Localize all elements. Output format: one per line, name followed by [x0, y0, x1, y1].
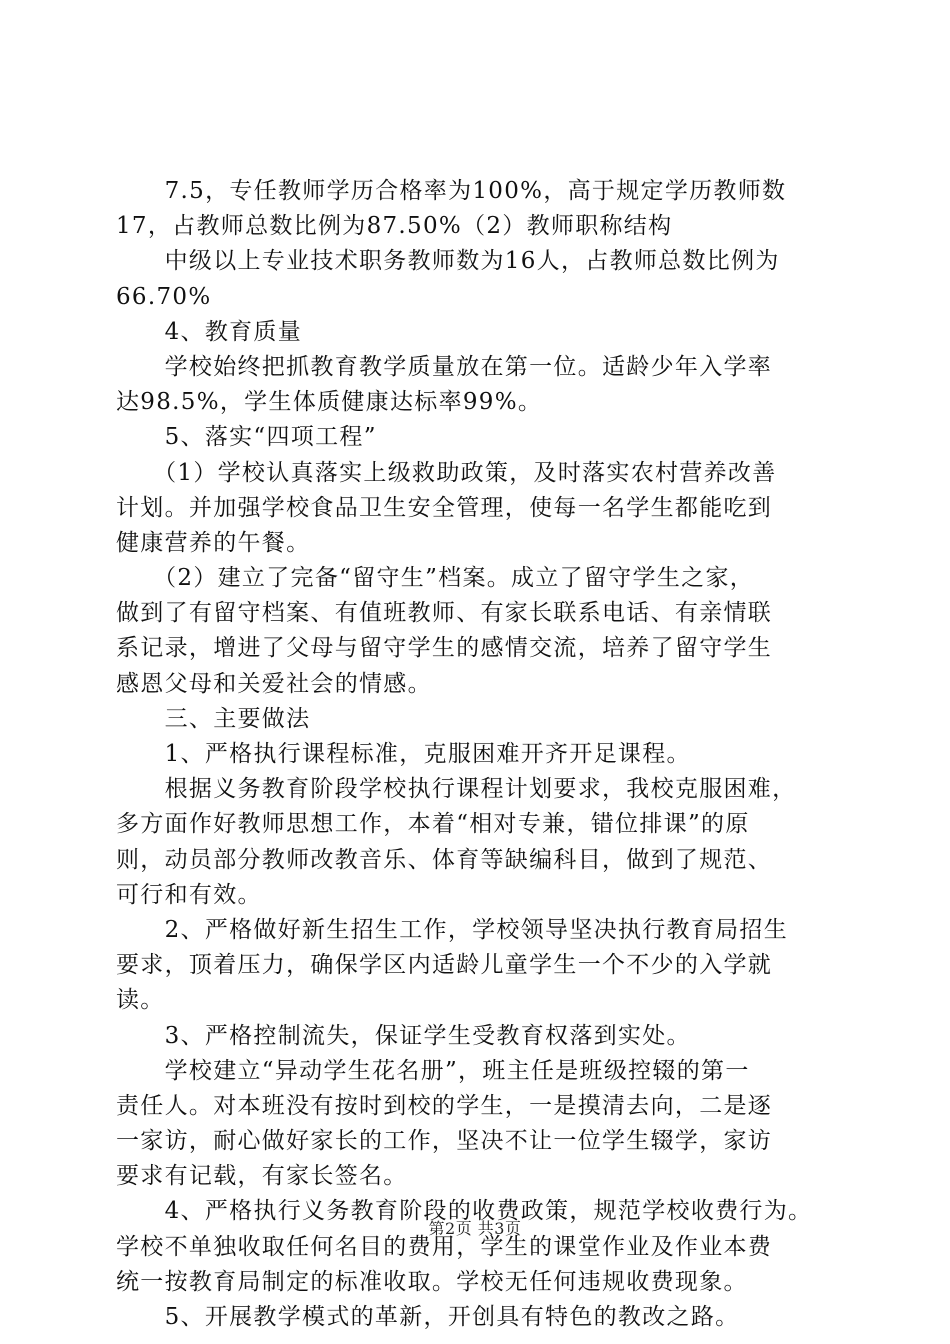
- text-line: 17，占教师总数比例为87.50%（2）教师职称结构: [116, 213, 673, 240]
- text-line: 7.5，专任教师学历合格率为100%，高于规定学历教师数: [116, 178, 787, 204]
- text-line: 三、主要做法: [116, 705, 311, 732]
- text-line: 达98.5%，学生体质健康达标率99%。: [116, 389, 543, 416]
- text-line: 学校不单独收取任何名目的费用，学生的课堂作业及作业本费: [116, 1233, 773, 1260]
- text-line: 学校建立“异动学生花名册”，班主任是班级控辍的第一: [116, 1057, 750, 1084]
- text-line: 根据义务教育阶段学校执行课程计划要求，我校克服困难，: [116, 776, 797, 803]
- text-line: 责任人。对本班没有按时到校的学生，一是摸清去向，二是逐: [116, 1092, 773, 1119]
- text-line: 可行和有效。: [116, 881, 262, 908]
- text-line: 则，动员部分教师改教音乐、体育等缺编科目，做到了规范、: [116, 846, 773, 873]
- page-footer: 第2页 共3页: [428, 1219, 522, 1238]
- text-line: 多方面作好教师思想工作，本着“相对专兼，错位排课”的原: [116, 811, 750, 838]
- document-body: [116, 174, 836, 1335]
- text-line: 5、落实“四项工程”: [116, 424, 377, 451]
- text-line: 统一按教育局制定的标准收取。学校无任何违规收费现象。: [116, 1268, 748, 1295]
- text-line: 66.70%: [116, 283, 212, 310]
- text-line: 计划。并加强学校食品卫生安全管理，使每一名学生都能吃到: [116, 494, 773, 521]
- text-line: 2、严格做好新生招生工作，学校领导坚决执行教育局招生: [116, 916, 789, 943]
- text-line: 学校始终把抓教育教学质量放在第一位。适龄少年入学率: [116, 353, 773, 380]
- text-line: 读。: [116, 987, 165, 1014]
- text-line: 5、开展教学模式的革新，开创具有特色的教改之路。: [116, 1304, 740, 1330]
- text-line: 3、严格控制流失，保证学生受教育权落到实处。: [116, 1022, 691, 1049]
- text-line: 要求，顶着压力，确保学区内适龄儿童学生一个不少的入学就: [116, 952, 773, 979]
- text-line: 4、教育质量: [116, 318, 303, 345]
- text-line: 中级以上专业技术职务教师数为16人，占教师总数比例为: [116, 248, 780, 275]
- text-line: 健康营养的午餐。: [116, 529, 311, 556]
- text-line: 系记录，增进了父母与留守学生的感情交流，培养了留守学生: [116, 635, 773, 662]
- text-line: （2）建立了完备“留守生”档案。成立了留守学生之家，: [116, 565, 755, 592]
- text-line: 要求有记载，有家长签名。: [116, 1163, 408, 1190]
- text-line: 一家访，耐心做好家长的工作，坚决不让一位学生辍学，家访: [116, 1128, 773, 1155]
- text-line: 感恩父母和关爱社会的情感。: [116, 670, 432, 697]
- text-line: 4、严格执行义务教育阶段的收费政策，规范学校收费行为。: [116, 1198, 813, 1225]
- text-line: （1）学校认真落实上级救助政策，及时落实农村营养改善: [116, 459, 777, 486]
- text-line: 1、严格执行课程标准，克服困难开齐开足课程。: [116, 741, 691, 767]
- text-line: 做到了有留守档案、有值班教师、有家长联系电话、有亲情联: [116, 600, 773, 627]
